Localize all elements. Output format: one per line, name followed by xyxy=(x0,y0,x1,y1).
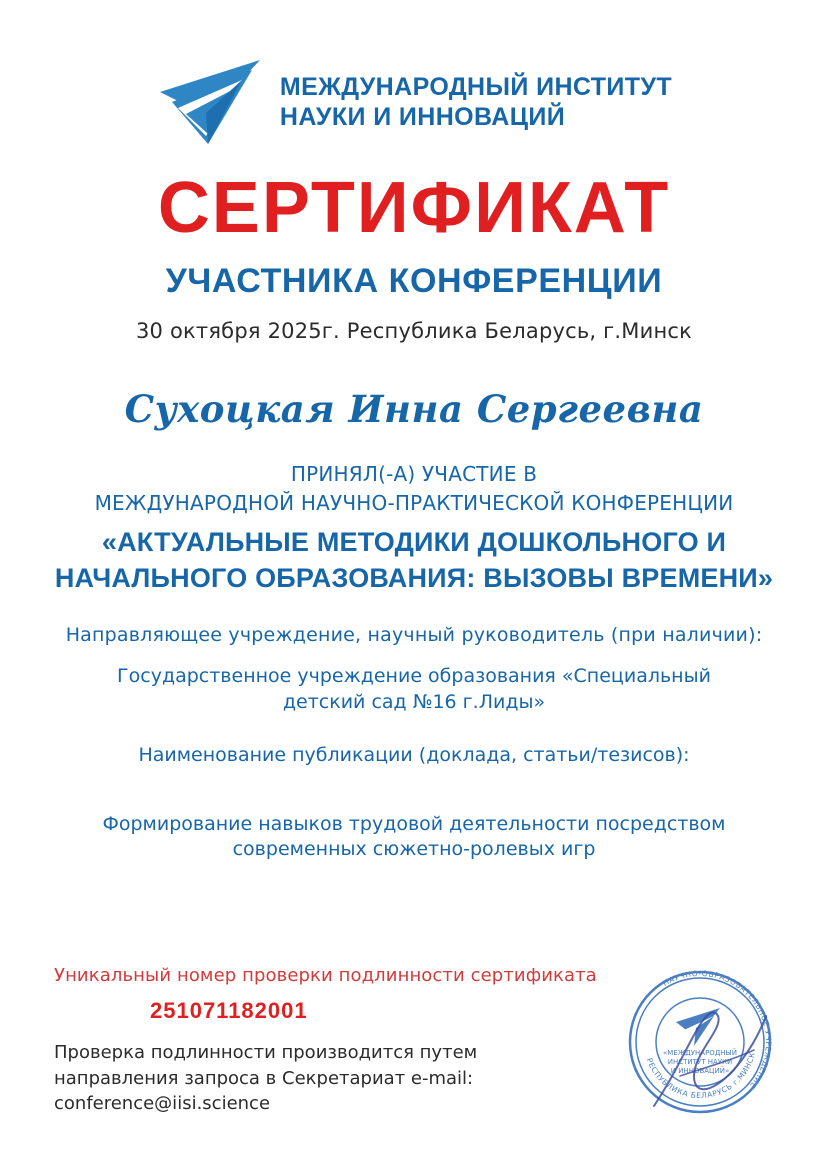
conference-title: «АКТУАЛЬНЫЕ МЕТОДИКИ ДОШКОЛЬНОГО И НАЧАЛЬНОГО ОБРАЗОВАНИЯ: ВЫЗОВЫ ВРЕМЕНИ» xyxy=(54,527,774,593)
certificate-title: СЕРТИФИКАТ xyxy=(157,168,671,248)
institution-label: Направляющее учреждение, научный руководитель (при наличии): xyxy=(65,624,763,647)
certificate-header xyxy=(8,56,820,148)
certificate-subtitle: УЧАСТНИКА КОНФЕРЕНЦИИ xyxy=(165,262,663,300)
participation-line-2: МЕЖДУНАРОДНОЙ НАУЧНО-ПРАКТИЧЕСКОЙ КОНФЕРЕНЦИИ xyxy=(94,491,734,515)
participation-line-1: ПРИНЯЛ(-А) УЧАСТИЕ В xyxy=(290,462,538,486)
organization-name-line2: НАУКИ И ИННОВАЦИЙ xyxy=(279,103,566,131)
publication-value: Формирование навыков трудовой деятельности посредством современных сюжетно-ролевых игр xyxy=(102,812,726,861)
svg-text:И ИННОВАЦИЙ»: И ИННОВАЦИЙ» xyxy=(670,1067,730,1075)
organization-name-line1: МЕЖДУНАРОДНЫЙ ИНСТИТУТ xyxy=(279,72,673,101)
round-seal-stamp-icon xyxy=(614,956,786,1128)
svg-text:«МЕЖДУНАРОДНЫЙ: «МЕЖДУНАРОДНЫЙ xyxy=(663,1049,737,1057)
recipient-name: Сухоцкая Инна Сергеевна xyxy=(124,387,704,431)
verify-note: Проверка подлинности производится путем направления запроса в Секретариат e-mail: conference@iisi.science xyxy=(54,1042,478,1114)
svg-text:РЕСПУБЛИКА БЕЛАРУСЬ г.МИНСК: РЕСПУБЛИКА БЕЛАРУСЬ г.МИНСК xyxy=(644,1050,758,1101)
verify-label: Уникальный номер проверки подлинности сертификата xyxy=(54,965,597,987)
paper-plane-logo-icon xyxy=(156,56,264,148)
svg-text:НАУЧНО-ОБРАЗОВАТЕЛЬНОЕ УЧРЕЖДЕ: НАУЧНО-ОБРАЗОВАТЕЛЬНОЕ УЧРЕЖДЕНИЕ xyxy=(661,968,774,1091)
institution-value: Государственное учреждение образования «Специальный детский сад №16 г.Лиды» xyxy=(117,665,711,713)
certificate-date-place: 30 октября 2025г. Республика Беларусь, г.Минск xyxy=(135,319,693,343)
publication-label: Наименование публикации (доклада, статьи/тезисов): xyxy=(138,743,690,766)
organization-name xyxy=(280,72,672,133)
certificate-sheet xyxy=(8,8,820,1150)
verify-number: 251071182001 xyxy=(150,998,308,1024)
svg-text:ИНСТИТУТ НАУКИ: ИНСТИТУТ НАУКИ xyxy=(667,1058,733,1066)
